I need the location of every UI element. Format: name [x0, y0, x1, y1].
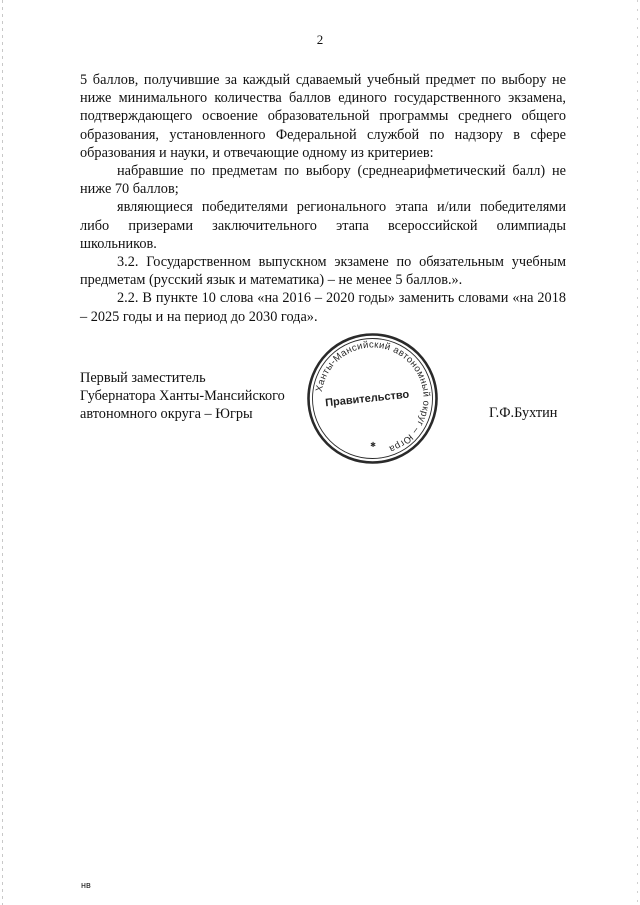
page-number: 2	[316, 32, 324, 47]
signer-position-line: Первый заместитель	[80, 370, 206, 386]
paragraph: 3.2. Государственном выпускном экзамене по обязательным учебным предметам (русский язык и математика) – не менее 5 баллов.».	[80, 254, 566, 289]
footer-initials: нв	[81, 880, 91, 890]
signer-name: Г.Ф.Бухтин	[489, 405, 558, 421]
signer-position-line: автономного округа – Югры	[80, 406, 253, 422]
paragraph: являющиеся победителями регионального этапа и/или победителями либо призерами заключительного этапа всероссийской олимпиады школьников.	[80, 199, 566, 252]
paragraph: набравшие по предметам по выбору (среднеарифметический балл) не ниже 70 баллов;	[80, 163, 566, 198]
scan-edge-left	[2, 0, 3, 905]
seal-ring-text: Ханты-Мансийский автономный округ – Югра	[313, 339, 432, 455]
official-seal	[305, 331, 440, 466]
paragraph: 5 баллов, получившие за каждый сдаваемый учебный предмет по выбору не ниже минимального количества баллов единого государственного экзамена, подтверждающего освоение образовательной программы среднего общего образования, установленного Федеральной службой по надзору в сфере образования и науки, и отвечающие одному из критериев:	[80, 72, 566, 161]
seal-center-text: Правительство	[324, 388, 410, 410]
scan-edge-right	[637, 0, 638, 905]
signature-block	[80, 369, 285, 423]
seal-star-icon: ✱	[370, 441, 376, 449]
paragraph: 2.2. В пункте 10 слова «на 2016 – 2020 годы» заменить словами «на 2018 – 2025 годы и на период до 2030 года».	[80, 290, 566, 325]
signer-position-line: Губернатора Ханты-Мансийского	[80, 388, 285, 404]
body-text	[80, 71, 566, 326]
